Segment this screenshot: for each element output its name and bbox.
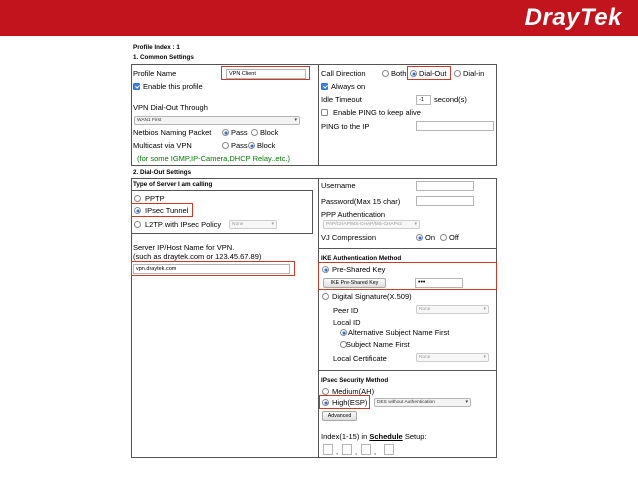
schedule-index-prefix: Index(1-15) in [321, 432, 368, 441]
high-esp-label: High(ESP) [332, 398, 368, 407]
ipsec-method-divider [318, 370, 497, 371]
chevron-down-icon: ▾ [271, 221, 274, 227]
dialout-highlight [407, 66, 451, 80]
always-on-checkbox[interactable] [321, 83, 328, 90]
vj-on-radio[interactable] [416, 234, 423, 241]
call-direction-label: Call Direction [321, 69, 366, 78]
ping-ip-label: PING to the IP [321, 122, 370, 131]
pptp-radio[interactable] [134, 195, 141, 202]
digital-signature-radio[interactable] [322, 293, 329, 300]
server-type-title: Type of Server I am calling [133, 181, 213, 188]
idle-timeout-label: Idle Timeout [321, 95, 362, 104]
ipsec-method-title: IPsec Security Method [321, 377, 389, 384]
psk-value-input[interactable]: ••• [415, 278, 463, 288]
chevron-down-icon: ▾ [465, 399, 468, 405]
l2tp-policy-value: None [232, 222, 244, 227]
password-input[interactable] [416, 196, 474, 206]
advanced-button[interactable]: Advanced [322, 411, 357, 421]
multicast-pass-radio[interactable] [222, 142, 229, 149]
profile-name-label: Profile Name [133, 69, 177, 78]
ping-keep-alive-label: Enable PING to keep alive [333, 108, 421, 117]
l2tp-radio[interactable] [134, 221, 141, 228]
ipsec-tunnel-highlight [131, 203, 193, 217]
esp-method-select[interactable] [374, 398, 471, 407]
chevron-down-icon: ▾ [483, 354, 486, 360]
netbios-pass-radio[interactable] [222, 129, 229, 136]
server-example-label: (such as draytek.com or 123.45.67.89) [133, 252, 262, 261]
dialout-settings-title: 2. Dial-Out Settings [133, 169, 192, 176]
common-divider [318, 64, 319, 166]
vj-off-radio[interactable] [440, 234, 447, 241]
subject-name-label: Subject Name First [346, 340, 410, 349]
username-label: Username [321, 181, 356, 190]
vj-on-label: On [425, 233, 436, 242]
direction-both-label: Both [391, 69, 407, 78]
netbios-block-label: Block [260, 128, 279, 137]
multicast-note: (for some IGMP,IP-Camera,DHCP Relay..etc.) [137, 154, 290, 163]
peer-id-select[interactable] [416, 305, 489, 314]
direction-dialin-radio[interactable] [454, 70, 461, 77]
ping-keep-alive-checkbox[interactable] [321, 109, 328, 116]
ping-ip-input[interactable] [416, 121, 494, 131]
vj-off-label: Off [449, 233, 459, 242]
ppp-auth-select[interactable] [323, 220, 420, 229]
schedule-index-label [321, 433, 427, 441]
ike-auth-title: IKE Authentication Method [321, 255, 402, 262]
enable-profile-checkbox[interactable] [133, 83, 140, 90]
idle-timeout-input[interactable]: -1 [416, 95, 431, 105]
digital-signature-label: Digital Signature(X.509) [332, 292, 412, 301]
local-cert-label: Local Certificate [333, 354, 387, 363]
schedule-sep-2: , [355, 447, 358, 456]
direction-both-radio[interactable] [382, 70, 389, 77]
server-host-highlight [131, 261, 295, 276]
enable-profile-label: Enable this profile [143, 82, 203, 91]
ike-divider [318, 248, 497, 249]
l2tp-label: L2TP with IPsec Policy [145, 220, 222, 229]
common-settings-title: 1. Common Settings [133, 54, 194, 61]
esp-method-value: DES without Authentication [377, 400, 435, 405]
ike-psk-highlight [318, 262, 497, 290]
multicast-pass-label: Pass [231, 141, 248, 150]
draytek-logo: DrayTek [524, 4, 622, 31]
username-input[interactable] [416, 181, 474, 191]
schedule-sep-3: , [374, 447, 377, 456]
chevron-down-icon: ▾ [414, 221, 417, 227]
schedule-index-3[interactable] [361, 444, 371, 455]
multicast-block-label: Block [257, 141, 276, 150]
server-label: Server IP/Host Name for VPN. [133, 243, 235, 252]
high-esp-highlight [319, 395, 370, 409]
multicast-block-radio[interactable] [248, 142, 255, 149]
ppp-auth-value: PAP/CHAP/MS-CHAP/MS-CHAPv2 [326, 222, 402, 227]
l2tp-policy-select[interactable] [229, 220, 277, 229]
medium-ah-radio[interactable] [322, 388, 329, 395]
local-cert-value: None [419, 355, 431, 360]
schedule-index-4[interactable] [384, 444, 394, 455]
alt-subject-label: Alternative Subject Name First [348, 328, 450, 337]
chevron-down-icon: ▾ [483, 306, 486, 312]
schedule-sep-1: , [336, 447, 339, 456]
local-id-label: Local ID [333, 318, 361, 327]
profile-name-input[interactable]: VPN Client [226, 69, 306, 79]
always-on-label: Always on [331, 82, 366, 91]
schedule-link[interactable]: Schedule [369, 432, 403, 441]
pptp-label: PPTP [145, 194, 165, 203]
chevron-down-icon: ▾ [294, 117, 297, 123]
pre-shared-key-label: Pre-Shared Key [332, 265, 386, 274]
alt-subject-radio[interactable] [340, 329, 347, 336]
netbios-block-radio[interactable] [251, 129, 258, 136]
local-cert-select[interactable] [416, 353, 489, 362]
dialout-divider [318, 178, 319, 458]
direction-dialout-label: Dial-Out [419, 69, 447, 78]
idle-timeout-unit: second(s) [434, 95, 467, 104]
direction-dialin-label: Dial-in [463, 69, 485, 78]
profile-name-highlight [221, 66, 310, 80]
schedule-index-1[interactable] [323, 444, 333, 455]
ike-pre-shared-key-button[interactable]: IKE Pre-Shared Key [323, 278, 386, 288]
peer-id-label: Peer ID [333, 306, 359, 315]
brand-header-bar [0, 0, 638, 36]
vj-compression-label: VJ Compression [321, 233, 377, 242]
netbios-pass-label: Pass [231, 128, 248, 137]
wan-select[interactable] [134, 116, 300, 125]
ipsec-tunnel-label: IPsec Tunnel [145, 206, 189, 215]
profile-index: Profile Index : 1 [133, 44, 180, 51]
wan-select-value: WAN1 First [137, 118, 162, 123]
server-host-input[interactable]: vpn.draytek.com [133, 264, 290, 274]
schedule-index-suffix: Setup: [404, 432, 427, 441]
netbios-label: Netbios Naming Packet [133, 128, 212, 137]
medium-ah-label: Medium(AH) [332, 387, 375, 396]
dialout-through-label: VPN Dial-Out Through [133, 103, 208, 112]
ppp-auth-label: PPP Authentication [321, 210, 386, 219]
password-label: Password(Max 15 char) [321, 197, 401, 206]
schedule-index-2[interactable] [342, 444, 352, 455]
multicast-label: Multicast via VPN [133, 141, 192, 150]
peer-id-value: None [419, 307, 431, 312]
